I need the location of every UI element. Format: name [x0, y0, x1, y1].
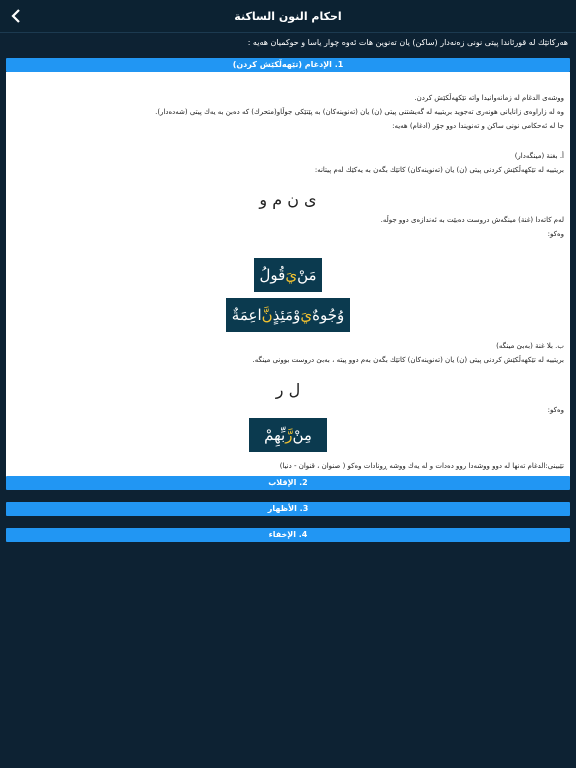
- quran-text: مَنْ: [297, 266, 317, 284]
- quran-text: وْمَئِذٍ: [272, 306, 301, 324]
- letters-display: ل ر: [275, 380, 301, 399]
- section-idgham-header[interactable]: 1. الإدغام (تێهەڵکێش کردن): [6, 58, 570, 72]
- section-izhar-header[interactable]: 3. الأظهار: [6, 502, 570, 516]
- quran-example-box: [226, 298, 350, 332]
- quran-highlight: رَّ: [285, 426, 293, 444]
- top-bar: [0, 0, 576, 33]
- note-text: تێبینی:الدغام تەنها لە دوو ووشەدا روو دەدات و لە یەك ووشە ڕونادات وەکو ( صنوان ، قنوان - دنیا): [279, 462, 564, 470]
- quran-text: اعِمَةٌ: [231, 306, 262, 324]
- example-label: وەکو:: [547, 406, 564, 414]
- section-idgham-content: [6, 72, 570, 479]
- quran-highlight: نَّ: [261, 306, 273, 324]
- intro-text: هەرکاتێك لە قورئاندا پیتی نونی زەنەدار (ساکن) یان تەنوین هات ئەوە چوار یاسا و حوکمیان هەیە :: [247, 38, 568, 47]
- quran-example-box: [254, 258, 322, 292]
- page-title: احکام النون الساکنة: [234, 9, 342, 23]
- quran-example-box: [249, 418, 327, 452]
- paragraph: ووشەی الدغام لە زمانەوانیدا واتە تێکهەڵکێش کردن.: [414, 94, 564, 102]
- paragraph: وە لە زاراوەی زانایانی هونەری تەجوید بریتییە لە گەیشتنی پیتی (ن) یان (تەنوینەکان) بە پێتێکی جوڵاو(متحرك) کە دەبن بە یەك پیتی (شەدەدار).: [155, 108, 564, 116]
- quran-text: بِّهِمْ: [264, 426, 286, 444]
- paragraph: جا لە ئەحکامی نونی ساکن و تەنویندا دوو جۆر (ادغام) هەیە:: [392, 122, 564, 130]
- paragraph: لەم کاتەدا (غنة) مینگەش دروست دەبێت بە ئەندازەی دوو جوڵە.: [380, 216, 564, 224]
- paragraph: بریتییە لە تێکهەڵکێش کردنی پیتی (ن) یان (تەنوینەکان) کاتێك بگەن بە یەکێك لەم پیتانە:: [314, 166, 564, 174]
- back-button[interactable]: [6, 6, 26, 26]
- subsection-title: أ. بغنة (مینگەدار): [514, 152, 564, 160]
- quran-highlight: يَ: [300, 306, 313, 324]
- letters-display: ی ن م و: [259, 190, 317, 209]
- section-izhar: [6, 502, 570, 516]
- subsection-title: ب. بلا غنة (بەبێ مینگە): [496, 342, 564, 350]
- paragraph: بریتییە لە تێکهەڵکێش کردنی پیتی (ن) یان (تەنوینەکان) کاتێك بگەن بەم دوو پیتە ، بەبێ دروست بوونی مینگە.: [252, 356, 564, 364]
- section-iqlab: [6, 476, 570, 490]
- quran-highlight: يَ: [285, 266, 298, 284]
- example-label: وەکو:: [547, 230, 564, 238]
- section-iqlab-header[interactable]: 2. الإقلاب: [6, 476, 570, 490]
- section-ikhfa: [6, 528, 570, 542]
- chevron-left-icon: [10, 9, 22, 23]
- quran-text: مِنْ: [292, 426, 312, 444]
- quran-text: قُولُ: [259, 266, 286, 284]
- section-ikhfa-header[interactable]: 4. الإخفاء: [6, 528, 570, 542]
- section-idgham: [6, 58, 570, 479]
- quran-text: وُجُوهٌ: [312, 306, 345, 324]
